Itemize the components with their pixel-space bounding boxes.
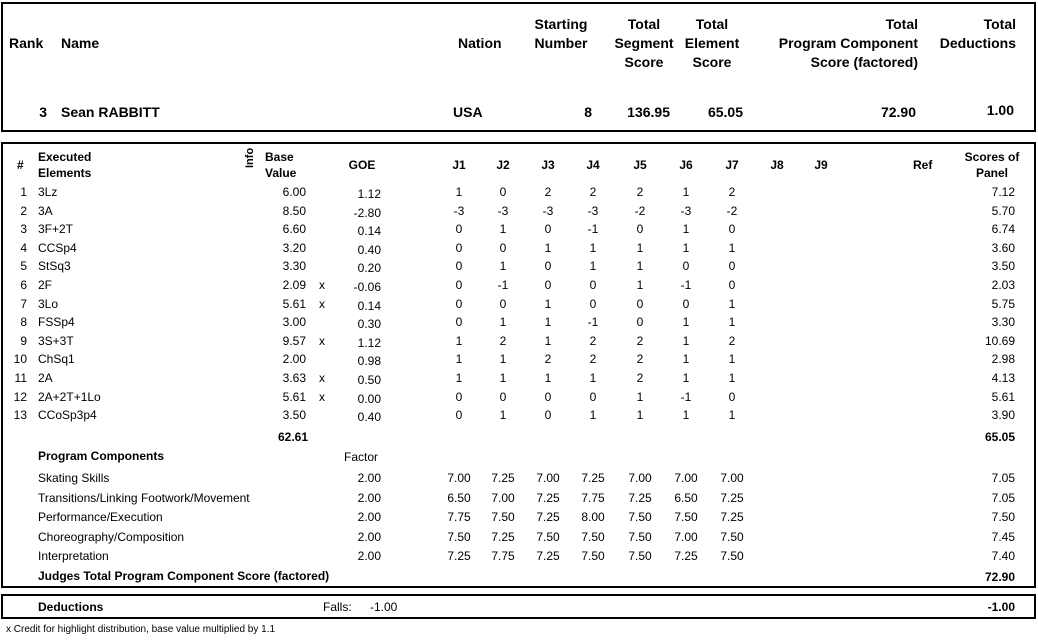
element-judge-6: 1: [682, 315, 690, 329]
nation-value: USA: [453, 104, 483, 120]
element-judge-4: 0: [589, 390, 597, 404]
element-judge-3: 0: [544, 259, 552, 273]
component-factor: 2.00: [357, 491, 381, 505]
base-value-total: 62.61: [277, 430, 308, 444]
element-judge-4: 1: [589, 371, 597, 385]
element-goe: 0.30: [357, 317, 381, 331]
judge-header-9: J9: [814, 158, 828, 172]
element-base-value: 6.60: [282, 222, 306, 236]
element-judge-4: 1: [589, 259, 597, 273]
element-judge-7: -2: [726, 204, 738, 218]
element-judge-7: 1: [728, 352, 736, 366]
deductions-label: Deductions: [38, 600, 104, 614]
element-judge-2: 1: [499, 259, 507, 273]
component-judge-7: 7.25: [720, 510, 744, 524]
element-judge-3: 1: [544, 241, 552, 255]
element-code: StSq3: [38, 259, 71, 273]
element-number: 7: [20, 297, 27, 311]
element-judge-5: 1: [636, 278, 644, 292]
element-judge-3: 0: [544, 278, 552, 292]
pcs-total-label: Judges Total Program Component Score (factored): [38, 569, 330, 583]
element-judge-5: 2: [636, 352, 644, 366]
element-goe: 0.14: [357, 224, 381, 238]
element-judge-3: 1: [544, 297, 552, 311]
component-name: Choreography/Composition: [38, 530, 185, 544]
element-goe: 0.40: [357, 243, 381, 257]
component-name: Performance/Execution: [38, 510, 163, 524]
element-judge-6: 1: [682, 241, 690, 255]
component-judge-2: 7.00: [491, 491, 515, 505]
name-header: Name: [61, 35, 100, 51]
falls-value: -1.00: [370, 600, 398, 614]
tss-header: Total Segment Score: [614, 16, 674, 70]
element-judge-3: 1: [544, 315, 552, 329]
element-panel-score: 4.13: [991, 371, 1015, 385]
element-panel-score: 5.70: [991, 204, 1015, 218]
element-judge-3: 0: [544, 390, 552, 404]
element-judge-4: -1: [587, 222, 599, 236]
rank-value: 3: [39, 104, 47, 120]
component-judge-3: 7.25: [536, 549, 560, 563]
element-judge-7: 1: [728, 297, 736, 311]
element-judge-6: 1: [682, 352, 690, 366]
element-judge-6: -1: [680, 390, 692, 404]
element-judge-6: 1: [682, 334, 690, 348]
falls-label: Falls:: [323, 600, 352, 614]
scores-of-panel-header: Scores of Panel: [964, 150, 1020, 180]
element-judge-5: 1: [636, 259, 644, 273]
element-judge-1: 1: [455, 352, 463, 366]
component-judge-5: 7.50: [628, 530, 652, 544]
judge-header-2: J2: [496, 158, 510, 172]
component-judge-2: 7.25: [491, 471, 515, 485]
element-judge-7: 0: [728, 278, 736, 292]
element-judge-1: 1: [455, 185, 463, 199]
element-number: 12: [13, 390, 27, 404]
element-number-header: #: [17, 158, 24, 172]
element-judge-1: 0: [455, 241, 463, 255]
component-judge-4: 8.00: [581, 510, 605, 524]
element-judge-7: 2: [728, 185, 736, 199]
element-base-value: 3.50: [282, 408, 306, 422]
element-goe: -2.80: [353, 206, 381, 220]
element-judge-1: 1: [455, 371, 463, 385]
element-code: FSSp4: [38, 315, 75, 329]
component-judge-1: 7.00: [447, 471, 471, 485]
component-judge-6: 7.25: [674, 549, 698, 563]
element-judge-4: 0: [589, 278, 597, 292]
element-judge-2: 1: [499, 408, 507, 422]
element-judge-6: 1: [682, 222, 690, 236]
element-judge-5: 1: [636, 390, 644, 404]
element-judge-1: -3: [453, 204, 465, 218]
element-number: 6: [20, 278, 27, 292]
element-panel-score: 3.90: [991, 408, 1015, 422]
component-name: Transitions/Linking Footwork/Movement: [38, 491, 250, 505]
element-number: 9: [20, 334, 27, 348]
element-base-value: 3.30: [282, 259, 306, 273]
element-judge-7: 2: [728, 334, 736, 348]
element-code: 3S+3T: [38, 334, 74, 348]
component-judge-6: 7.00: [674, 471, 698, 485]
element-judge-2: 1: [499, 222, 507, 236]
component-panel-score: 7.50: [991, 510, 1015, 524]
element-judge-5: 0: [636, 297, 644, 311]
element-goe: 1.12: [357, 336, 381, 350]
starting-number-header: Starting Number: [534, 16, 588, 51]
element-judge-5: 0: [636, 315, 644, 329]
total-segment-score-value: 136.95: [627, 104, 670, 120]
element-judge-3: 0: [544, 408, 552, 422]
deductions-box: [1, 594, 1036, 619]
element-bonus-flag: x: [319, 334, 325, 348]
component-judge-5: 7.00: [628, 471, 652, 485]
element-judge-7: 1: [728, 315, 736, 329]
element-judge-4: 0: [589, 297, 597, 311]
element-judge-1: 0: [455, 390, 463, 404]
component-name: Skating Skills: [38, 471, 110, 485]
element-number: 8: [20, 315, 27, 329]
element-judge-4: -3: [587, 204, 599, 218]
component-judge-1: 7.50: [447, 530, 471, 544]
element-judge-3: -3: [542, 204, 554, 218]
element-judge-2: 0: [499, 297, 507, 311]
skater-name: Sean RABBITT: [61, 104, 160, 120]
element-panel-score: 7.12: [991, 185, 1015, 199]
element-judge-1: 0: [455, 408, 463, 422]
component-judge-4: 7.50: [581, 549, 605, 563]
element-code: 3Lz: [38, 185, 58, 199]
component-judge-2: 7.25: [491, 530, 515, 544]
element-base-value: 3.20: [282, 241, 306, 255]
element-base-value: 2.09: [282, 278, 306, 292]
element-code: 3Lo: [38, 297, 59, 311]
nation-header: Nation: [458, 35, 502, 51]
component-judge-4: 7.50: [581, 530, 605, 544]
component-judge-7: 7.25: [720, 491, 744, 505]
info-header: Info: [244, 147, 256, 168]
element-judge-5: 2: [636, 334, 644, 348]
component-factor: 2.00: [357, 510, 381, 524]
element-code: 2A: [38, 371, 53, 385]
element-bonus-flag: x: [319, 371, 325, 385]
component-judge-2: 7.75: [491, 549, 515, 563]
element-judge-3: 1: [544, 371, 552, 385]
element-number: 11: [14, 371, 27, 385]
element-judge-5: 0: [636, 222, 644, 236]
component-judge-5: 7.25: [628, 491, 652, 505]
component-judge-2: 7.50: [491, 510, 515, 524]
element-judge-6: 1: [682, 408, 690, 422]
component-judge-6: 6.50: [674, 491, 698, 505]
element-goe: 0.40: [357, 410, 381, 424]
element-panel-score: 3.50: [991, 259, 1015, 273]
element-number: 3: [20, 222, 27, 236]
element-judge-1: 0: [455, 278, 463, 292]
element-judge-7: 0: [728, 390, 736, 404]
component-judge-4: 7.75: [581, 491, 605, 505]
judge-header-3: J3: [541, 158, 555, 172]
element-judge-4: 1: [589, 241, 597, 255]
base-value-header: Base Value: [265, 150, 297, 180]
component-factor: 2.00: [357, 530, 381, 544]
element-base-value: 5.61: [282, 390, 306, 404]
total-pcs-value: 72.90: [880, 104, 916, 120]
element-judge-6: 1: [682, 371, 690, 385]
element-goe: 0.00: [357, 392, 381, 406]
element-judge-5: 2: [636, 185, 644, 199]
element-number: 10: [13, 352, 27, 366]
element-panel-score: 3.30: [991, 315, 1015, 329]
component-judge-3: 7.00: [536, 471, 560, 485]
element-judge-2: 2: [499, 334, 507, 348]
element-number: 1: [20, 185, 27, 199]
total-element-score-value: 65.05: [707, 104, 743, 120]
element-base-value: 5.61: [282, 297, 306, 311]
element-score-total: 65.05: [984, 430, 1015, 444]
component-factor: 2.00: [357, 549, 381, 563]
element-panel-score: 10.69: [984, 334, 1015, 348]
program-components-header: Program Components: [38, 449, 165, 463]
component-judge-1: 7.25: [447, 549, 471, 563]
element-judge-2: -3: [497, 204, 509, 218]
element-code: 3A: [38, 204, 53, 218]
element-judge-5: -2: [634, 204, 646, 218]
executed-elements-header: Executed Elements: [38, 150, 92, 180]
element-judge-7: 1: [728, 241, 736, 255]
starting-number-value: 8: [584, 104, 592, 120]
element-judge-7: 0: [728, 259, 736, 273]
element-judge-2: 0: [499, 390, 507, 404]
element-judge-1: 0: [455, 259, 463, 273]
element-judge-3: 2: [544, 185, 552, 199]
element-code: ChSq1: [38, 352, 75, 366]
element-judge-2: 1: [499, 371, 507, 385]
element-goe: 0.50: [357, 373, 381, 387]
element-panel-score: 5.75: [991, 297, 1015, 311]
element-judge-6: 0: [682, 259, 690, 273]
element-base-value: 8.50: [282, 204, 306, 218]
component-judge-1: 6.50: [447, 491, 471, 505]
ref-header: Ref: [913, 158, 933, 172]
deductions-total: -1.00: [987, 600, 1015, 614]
goe-header: GOE: [348, 158, 376, 172]
element-goe: -0.06: [353, 280, 381, 294]
element-number: 13: [13, 408, 27, 422]
element-judge-6: -3: [680, 204, 692, 218]
element-judge-4: 2: [589, 185, 597, 199]
element-number: 4: [20, 241, 27, 255]
element-goe: 0.98: [357, 354, 381, 368]
footnote: x Credit for highlight distribution, base value multiplied by 1.1: [6, 624, 276, 635]
element-goe: 0.14: [357, 299, 381, 313]
component-judge-3: 7.25: [536, 510, 560, 524]
component-panel-score: 7.45: [991, 530, 1015, 544]
element-base-value: 6.00: [282, 185, 306, 199]
judge-header-5: J5: [633, 158, 647, 172]
total-deductions-value: 1.00: [986, 102, 1014, 118]
element-base-value: 3.63: [282, 371, 306, 385]
component-judge-4: 7.25: [581, 471, 605, 485]
judge-header-8: J8: [770, 158, 784, 172]
element-code: CCoSp3p4: [38, 408, 97, 422]
element-judge-1: 0: [455, 297, 463, 311]
component-judge-6: 7.00: [674, 530, 698, 544]
element-judge-1: 0: [455, 222, 463, 236]
element-panel-score: 3.60: [991, 241, 1015, 255]
element-judge-6: 1: [682, 185, 690, 199]
element-judge-3: 2: [544, 352, 552, 366]
element-judge-2: 1: [499, 315, 507, 329]
component-judge-7: 7.00: [720, 471, 744, 485]
element-base-value: 2.00: [282, 352, 306, 366]
component-name: Interpretation: [38, 549, 109, 563]
component-panel-score: 7.05: [991, 491, 1015, 505]
element-code: 3F+2T: [38, 222, 74, 236]
pcs-header: Total Program Component Score (factored): [778, 16, 918, 70]
pcs-total-value: 72.90: [984, 570, 1015, 584]
element-judge-2: 1: [499, 352, 507, 366]
element-judge-7: 1: [728, 371, 736, 385]
element-judge-5: 1: [636, 408, 644, 422]
element-judge-4: 2: [589, 334, 597, 348]
element-number: 2: [20, 204, 27, 218]
element-goe: 0.20: [357, 261, 381, 275]
element-number: 5: [20, 259, 27, 273]
element-panel-score: 5.61: [991, 390, 1015, 404]
element-judge-3: 0: [544, 222, 552, 236]
element-bonus-flag: x: [319, 297, 325, 311]
element-judge-7: 1: [728, 408, 736, 422]
component-judge-6: 7.50: [674, 510, 698, 524]
judge-header-4: J4: [586, 158, 600, 172]
element-judge-5: 1: [636, 241, 644, 255]
element-judge-4: -1: [587, 315, 599, 329]
component-judge-3: 7.50: [536, 530, 560, 544]
component-judge-7: 7.50: [720, 530, 744, 544]
factor-header: Factor: [344, 450, 379, 464]
element-judge-5: 2: [636, 371, 644, 385]
element-judge-4: 2: [589, 352, 597, 366]
component-judge-7: 7.50: [720, 549, 744, 563]
component-panel-score: 7.05: [991, 471, 1015, 485]
element-bonus-flag: x: [319, 390, 325, 404]
element-code: 2F: [38, 278, 53, 292]
element-judge-6: 0: [682, 297, 690, 311]
judge-header-1: J1: [452, 158, 466, 172]
component-judge-1: 7.75: [447, 510, 471, 524]
element-code: 2A+2T+1Lo: [38, 390, 101, 404]
judge-header-7: J7: [725, 158, 739, 172]
rank-header: Rank: [9, 35, 44, 51]
element-judge-2: 0: [499, 185, 507, 199]
element-judge-4: 1: [589, 408, 597, 422]
element-judge-1: 1: [455, 334, 463, 348]
element-judge-2: 0: [499, 241, 507, 255]
component-judge-5: 7.50: [628, 549, 652, 563]
component-judge-3: 7.25: [536, 491, 560, 505]
component-judge-5: 7.50: [628, 510, 652, 524]
element-judge-1: 0: [455, 315, 463, 329]
tes-header: Total Element Score: [684, 16, 740, 70]
element-judge-6: -1: [680, 278, 692, 292]
element-panel-score: 2.98: [991, 352, 1015, 366]
element-judge-7: 0: [728, 222, 736, 236]
component-factor: 2.00: [357, 471, 381, 485]
element-base-value: 3.00: [282, 315, 306, 329]
element-goe: 1.12: [357, 187, 381, 201]
element-panel-score: 2.03: [991, 278, 1015, 292]
element-judge-3: 1: [544, 334, 552, 348]
element-judge-2: -1: [497, 278, 509, 292]
deductions-header: Total Deductions: [939, 16, 1016, 51]
element-base-value: 9.57: [282, 334, 306, 348]
element-panel-score: 6.74: [991, 222, 1015, 236]
element-code: CCSp4: [38, 241, 77, 255]
component-panel-score: 7.40: [991, 549, 1015, 563]
element-bonus-flag: x: [319, 278, 325, 292]
judge-header-6: J6: [679, 158, 693, 172]
